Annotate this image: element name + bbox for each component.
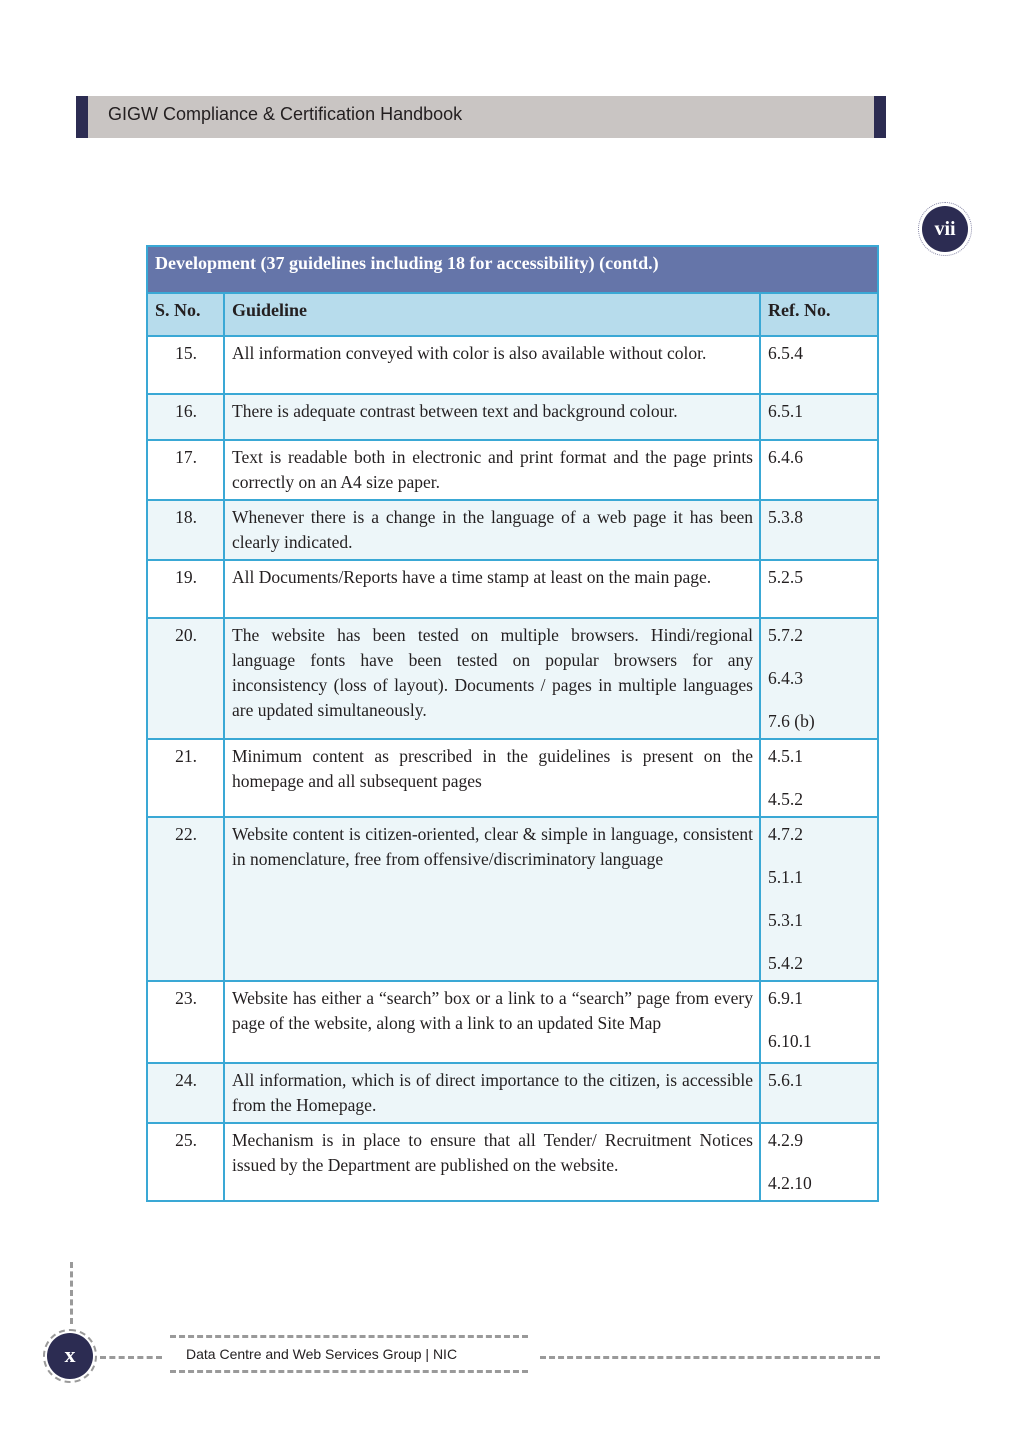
column-header-ref: Ref. No. <box>760 293 878 336</box>
cell-guideline: Website content is citizen-oriented, clear & simple in language, consistent in nomenclature, free from offensive/discriminatory language <box>224 817 760 981</box>
cell-ref <box>760 1123 878 1201</box>
ref-number: 4.5.1 <box>768 746 803 766</box>
table-row <box>147 981 878 1063</box>
cell-ref <box>760 336 878 394</box>
table-header-row <box>147 293 878 336</box>
footer-text: Data Centre and Web Services Group | NIC <box>186 1346 458 1362</box>
cell-guideline: All information conveyed with color is also available without color. <box>224 336 760 394</box>
cell-guideline: There is adequate contrast between text and background colour. <box>224 394 760 440</box>
cell-ref <box>760 739 878 817</box>
cell-ref <box>760 440 878 500</box>
cell-guideline: Mechanism is in place to ensure that all Tender/ Recruitment Notices issued by the Department are published on the website. <box>224 1123 760 1201</box>
ref-number: 5.6.1 <box>768 1070 803 1090</box>
table-caption-row <box>147 246 878 293</box>
cell-sno: 25. <box>147 1123 224 1201</box>
column-header-sno: S. No. <box>147 293 224 336</box>
cell-ref <box>760 500 878 560</box>
table-row <box>147 394 878 440</box>
cell-sno: 17. <box>147 440 224 500</box>
header-cap-left <box>76 96 88 138</box>
ref-number: 5.2.5 <box>768 567 803 587</box>
ref-number: 4.2.9 <box>768 1130 803 1150</box>
cell-guideline: Minimum content as prescribed in the guidelines is present on the homepage and all subsequent pages <box>224 739 760 817</box>
table-row <box>147 560 878 618</box>
ref-number: 4.2.10 <box>768 1173 812 1193</box>
cell-sno: 22. <box>147 817 224 981</box>
footer-dash-left <box>100 1356 162 1359</box>
cell-sno: 21. <box>147 739 224 817</box>
cell-guideline: All information, which is of direct importance to the citizen, is accessible from the Homepage. <box>224 1063 760 1123</box>
cell-ref <box>760 981 878 1063</box>
table-caption: Development (37 guidelines including 18 for accessibility) (contd.) <box>147 246 878 293</box>
header-cap-right <box>874 96 886 138</box>
ref-number: 4.7.2 <box>768 824 803 844</box>
table-row <box>147 336 878 394</box>
table-row <box>147 440 878 500</box>
ref-number: 5.1.1 <box>768 867 803 887</box>
table-row <box>147 500 878 560</box>
ref-number: 6.4.3 <box>768 668 803 688</box>
ref-number: 4.5.2 <box>768 789 803 809</box>
cell-sno: 18. <box>147 500 224 560</box>
guidelines-table <box>146 245 879 1202</box>
cell-guideline: The website has been tested on multiple browsers. Hindi/regional language fonts have been tested on popular browsers for any inconsistency (loss of layout). Documents / pages in multiple languages are updated simultaneously. <box>224 618 760 739</box>
page-badge: vii <box>922 206 968 252</box>
table-row <box>147 618 878 739</box>
column-header-guideline: Guideline <box>224 293 760 336</box>
ref-number: 6.9.1 <box>768 988 803 1008</box>
ref-number: 5.3.1 <box>768 910 803 930</box>
table-row <box>147 1123 878 1201</box>
header-title: GIGW Compliance & Certification Handbook <box>108 104 463 124</box>
ref-number: 6.5.1 <box>768 401 803 421</box>
cell-sno: 16. <box>147 394 224 440</box>
ref-number: 7.6 (b) <box>768 711 815 731</box>
ref-number: 5.4.2 <box>768 953 803 973</box>
cell-sno: 19. <box>147 560 224 618</box>
table-row <box>147 1063 878 1123</box>
ref-number: 6.5.4 <box>768 343 803 363</box>
footer-page-number: x <box>47 1333 93 1379</box>
table-row <box>147 817 878 981</box>
footer-dash-right <box>540 1356 880 1359</box>
cell-ref <box>760 1063 878 1123</box>
cell-sno: 23. <box>147 981 224 1063</box>
cell-guideline: All Documents/Reports have a time stamp at least on the main page. <box>224 560 760 618</box>
cell-guideline: Text is readable both in electronic and print format and the page prints correctly on an A4 size paper. <box>224 440 760 500</box>
cell-guideline: Whenever there is a change in the language of a web page it has been clearly indicated. <box>224 500 760 560</box>
ref-number: 5.3.8 <box>768 507 803 527</box>
cell-ref <box>760 394 878 440</box>
cell-sno: 24. <box>147 1063 224 1123</box>
cell-ref <box>760 560 878 618</box>
table-body <box>147 336 878 1201</box>
cell-ref <box>760 817 878 981</box>
cell-sno: 20. <box>147 618 224 739</box>
table-row <box>147 739 878 817</box>
footer-dash-vertical <box>70 1262 73 1324</box>
ref-number: 6.4.6 <box>768 447 803 467</box>
cell-ref <box>760 618 878 739</box>
cell-guideline: Website has either a “search” box or a link to a “search” page from every page of the website, along with a link to an updated Site Map <box>224 981 760 1063</box>
ref-number: 6.10.1 <box>768 1031 812 1051</box>
cell-sno: 15. <box>147 336 224 394</box>
ref-number: 5.7.2 <box>768 625 803 645</box>
